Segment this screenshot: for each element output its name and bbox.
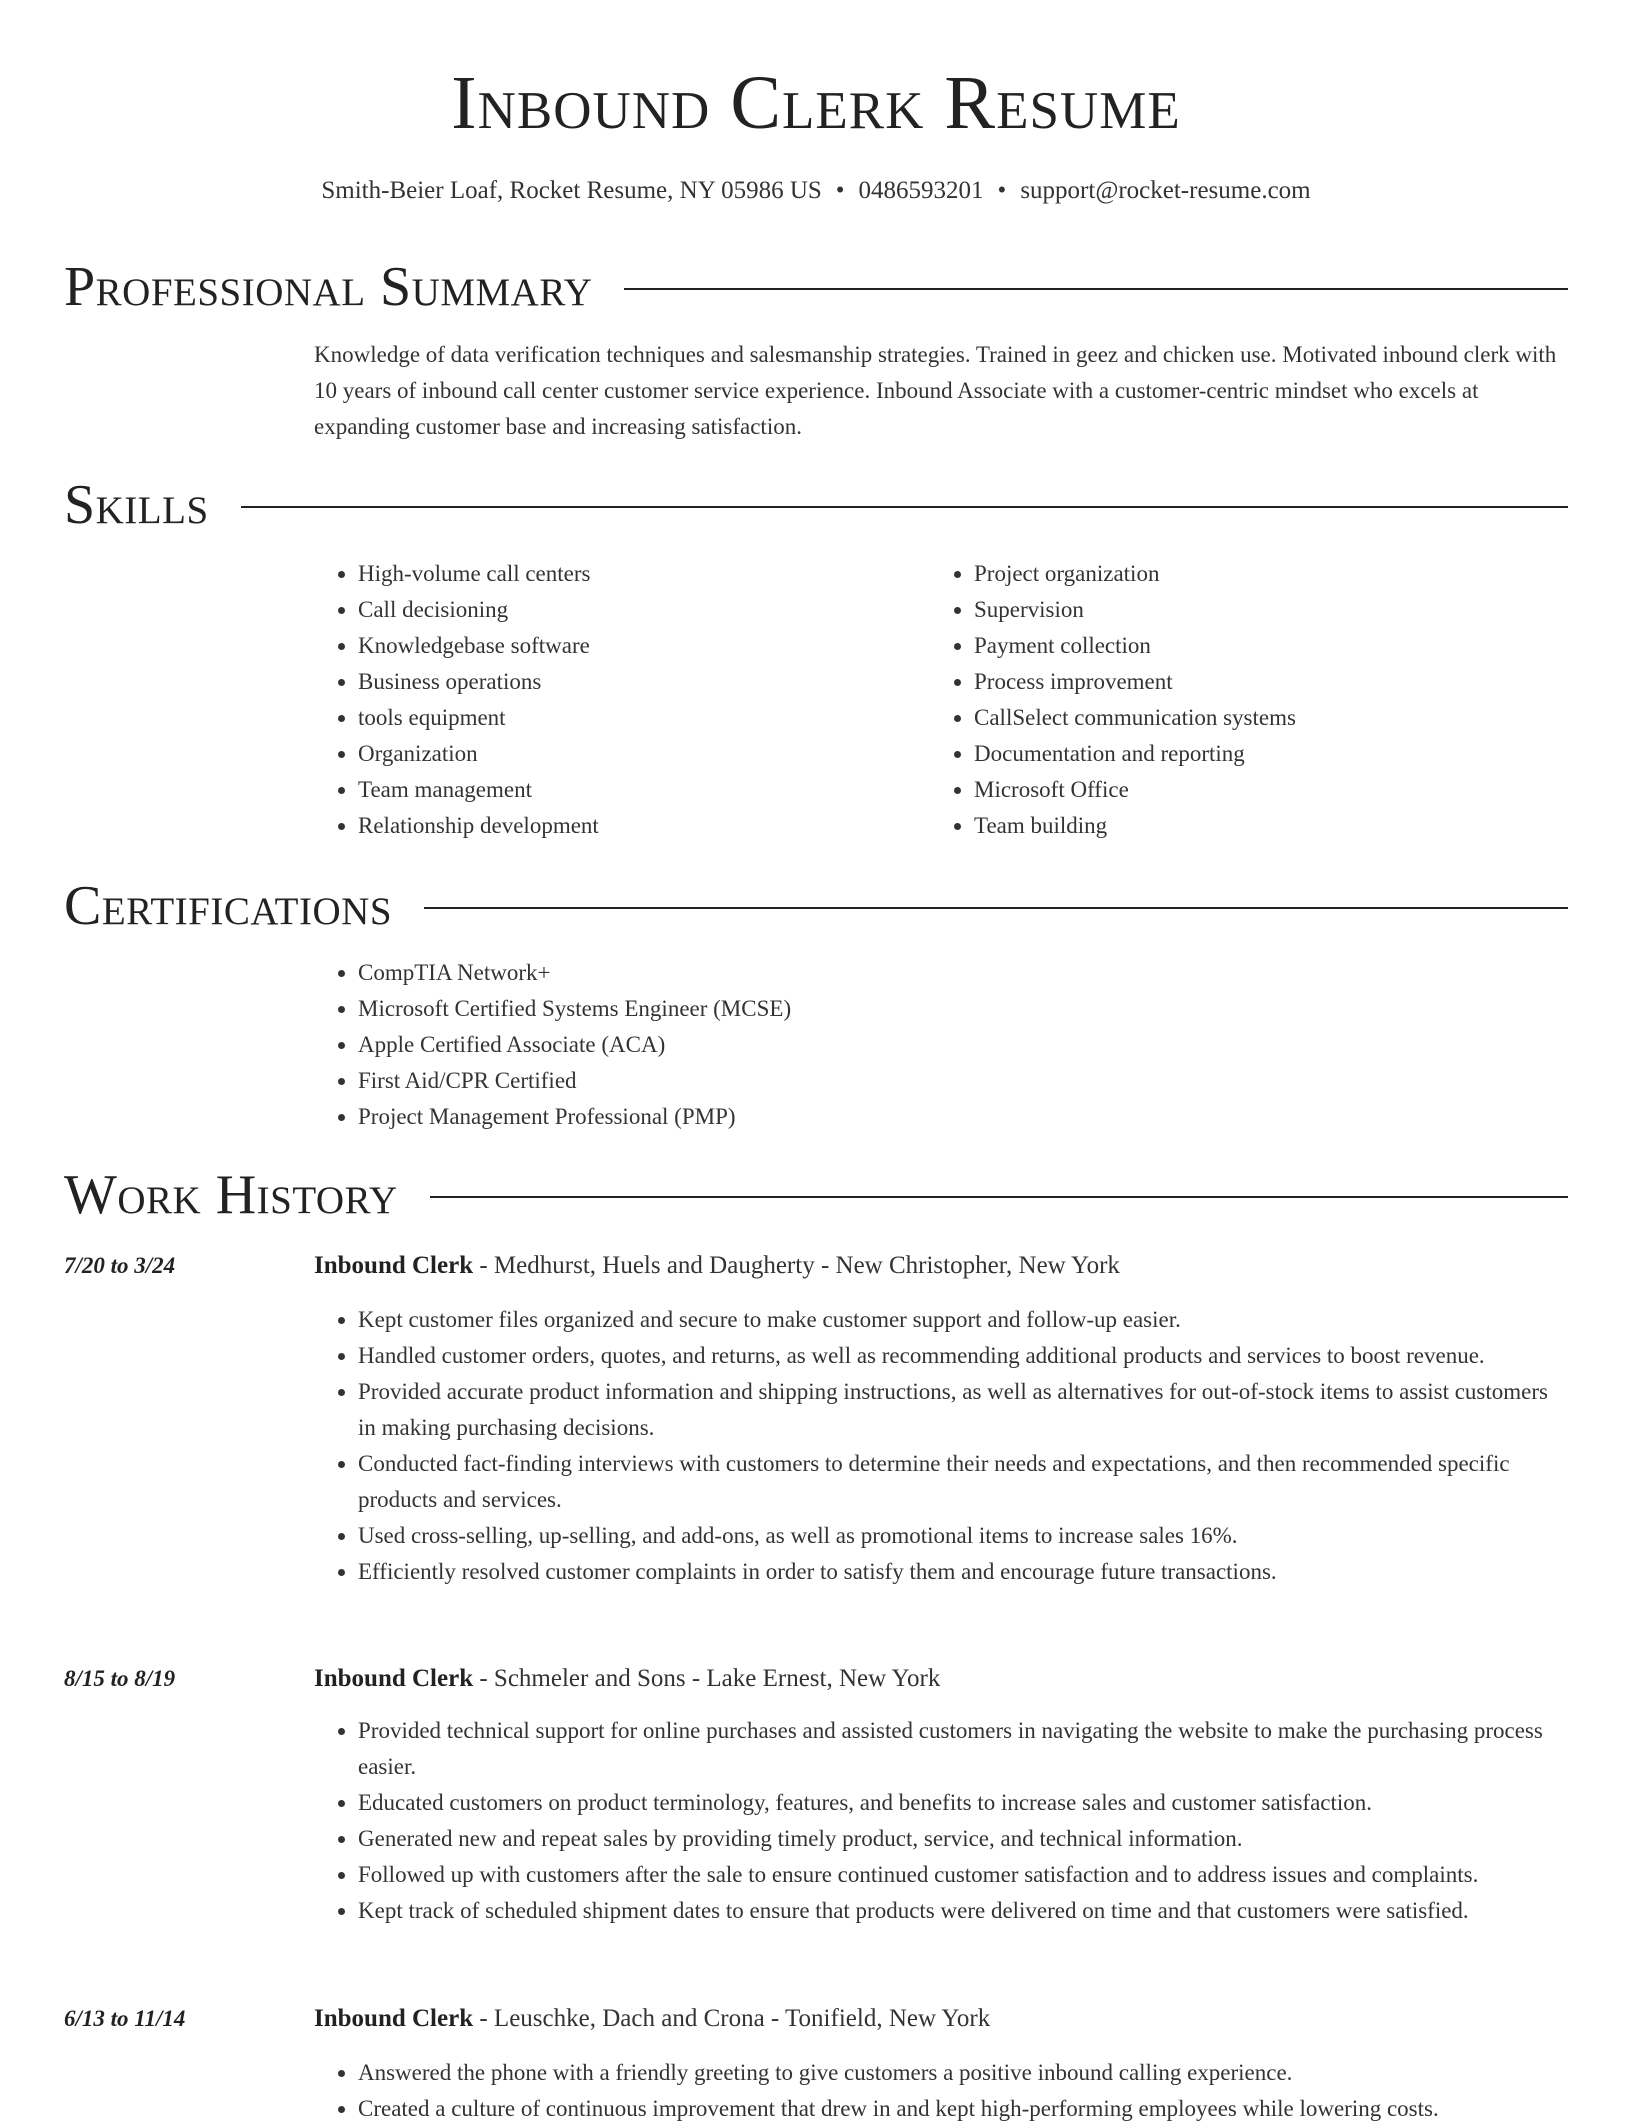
summary-heading: Professional Summary xyxy=(64,256,593,318)
job-bullet-item: • Used cross-selling, up-selling, and add-ons, as well as promotional items to increase sales 16%. xyxy=(358,1518,1568,1554)
skills-right-column xyxy=(930,556,1530,844)
skill-item: • Process improvement xyxy=(974,664,1530,700)
job-bullet-item: • Generated new and repeat sales by providing timely product, service, and technical information. xyxy=(358,1821,1568,1857)
contact-separator: • xyxy=(835,177,845,204)
skill-item: • Supervision xyxy=(974,592,1530,628)
resume-title: Inbound Clerk Resume xyxy=(451,61,1181,145)
job-bullet-item: • Conducted fact-finding interviews with customers to determine their needs and expectations, and then recommended specific products and services. xyxy=(358,1446,1568,1518)
job-bullet-item: • Created a culture of continuous improvement that drew in and kept high-performing employees while lowering costs. xyxy=(358,2091,1568,2127)
section-divider xyxy=(424,907,1568,909)
job-bullet-item: • Provided accurate product information and shipping instructions, as well as alternatives for out-of-stock items to assist customers in making purchasing decisions. xyxy=(358,1374,1568,1446)
contact-phone: 0486593201 xyxy=(858,177,984,204)
skill-item: • Documentation and reporting xyxy=(974,736,1530,772)
job-employer: - Schmeler and Sons - Lake Ernest, New York xyxy=(473,1665,941,1692)
job-dates: 8/15 to 8/19 xyxy=(64,1666,176,1691)
job-bullets-block xyxy=(314,2055,1568,2127)
skills-section-heading xyxy=(64,473,1568,537)
summary-text: Knowledge of data verification techniques and salesmanship strategies. Trained in geez and chicken use. Motivated inbound clerk with 10 years of inbound call center customer service experience. Inbound Associate with a customer-centric mindset who excels at expanding customer base and increasing satisfaction. xyxy=(314,342,1557,439)
job-dates: 6/13 to 11/14 xyxy=(64,2006,186,2031)
skill-item: • tools equipment xyxy=(358,700,914,736)
skills-left-column xyxy=(314,556,914,844)
job-bullet-item: • Answered the phone with a friendly greeting to give customers a positive inbound calling experience. xyxy=(358,2055,1568,2091)
certification-item: • Microsoft Certified Systems Engineer (MCSE) xyxy=(358,991,1568,1027)
skills-right-list xyxy=(930,556,1530,844)
job-bullet-item: • Handled customer orders, quotes, and returns, as well as recommending additional products and services to boost revenue. xyxy=(358,1338,1568,1374)
job-bullet-item: • Followed up with customers after the sale to ensure continued customer satisfaction and to address issues and complaints. xyxy=(358,1857,1568,1893)
certification-item: • First Aid/CPR Certified xyxy=(358,1063,1568,1099)
skill-item: • Call decisioning xyxy=(358,592,914,628)
summary-section-heading xyxy=(64,255,1568,319)
certification-item: • Apple Certified Associate (ACA) xyxy=(358,1027,1568,1063)
section-divider xyxy=(624,288,1568,290)
certifications-section-heading xyxy=(64,874,1568,938)
job-role: Inbound Clerk xyxy=(314,1665,474,1692)
skill-item: • CallSelect communication systems xyxy=(974,700,1530,736)
job-bullets-list xyxy=(314,1713,1568,1929)
job-bullet-item: • Kept customer files organized and secure to make customer support and follow-up easier. xyxy=(358,1302,1568,1338)
job-bullet-item: • Kept track of scheduled shipment dates to ensure that products were delivered on time and that customers were satisfied. xyxy=(358,1893,1568,1929)
skill-item: • Business operations xyxy=(358,664,914,700)
contact-line xyxy=(0,174,1632,208)
section-divider xyxy=(430,1196,1568,1198)
job-employer: - Medhurst, Huels and Daugherty - New Christopher, New York xyxy=(473,1252,1120,1279)
skill-item: • Organization xyxy=(358,736,914,772)
skills-heading: Skills xyxy=(64,474,209,536)
work-history-heading: Work History xyxy=(64,1164,398,1226)
certification-item: • CompTIA Network+ xyxy=(358,955,1568,991)
contact-separator: • xyxy=(997,177,1007,204)
job-title-line xyxy=(314,1248,1568,1284)
job-bullets-block xyxy=(314,1302,1568,1590)
contact-email: support@rocket-resume.com xyxy=(1020,177,1311,204)
job-bullet-item: • Provided technical support for online purchases and assisted customers in navigating the website to make the purchasing process easier. xyxy=(358,1713,1568,1785)
certifications-list xyxy=(314,955,1568,1135)
job-role: Inbound Clerk xyxy=(314,1252,474,1279)
job-bullet-item: • Efficiently resolved customer complaints in order to satisfy them and encourage future transactions. xyxy=(358,1554,1568,1590)
contact-address: Smith-Beier Loaf, Rocket Resume, NY 05986 US xyxy=(321,177,822,204)
job-bullets-list xyxy=(314,1302,1568,1590)
certification-item: • Project Management Professional (PMP) xyxy=(358,1099,1568,1135)
job-bullets-list xyxy=(314,2055,1568,2127)
skill-item: • High-volume call centers xyxy=(358,556,914,592)
job-title-line xyxy=(314,2001,1568,2037)
certifications-heading: Certifications xyxy=(64,875,393,937)
skill-item: • Payment collection xyxy=(974,628,1530,664)
skill-item: • Project organization xyxy=(974,556,1530,592)
job-dates: 7/20 to 3/24 xyxy=(64,1253,176,1278)
skill-item: • Team management xyxy=(358,772,914,808)
job-role: Inbound Clerk xyxy=(314,2005,474,2032)
skill-item: • Microsoft Office xyxy=(974,772,1530,808)
skill-item: • Team building xyxy=(974,808,1530,844)
certifications-block xyxy=(314,955,1568,1135)
job-bullets-block xyxy=(314,1713,1568,1929)
section-divider xyxy=(241,506,1568,508)
job-employer: - Leuschke, Dach and Crona - Tonifield, New York xyxy=(473,2005,991,2032)
work-history-section-heading xyxy=(64,1163,1568,1227)
skills-left-list xyxy=(314,556,914,844)
job-bullet-item: • Educated customers on product terminology, features, and benefits to increase sales and customer satisfaction. xyxy=(358,1785,1568,1821)
skill-item: • Relationship development xyxy=(358,808,914,844)
skill-item: • Knowledgebase software xyxy=(358,628,914,664)
job-title-line xyxy=(314,1661,1568,1697)
